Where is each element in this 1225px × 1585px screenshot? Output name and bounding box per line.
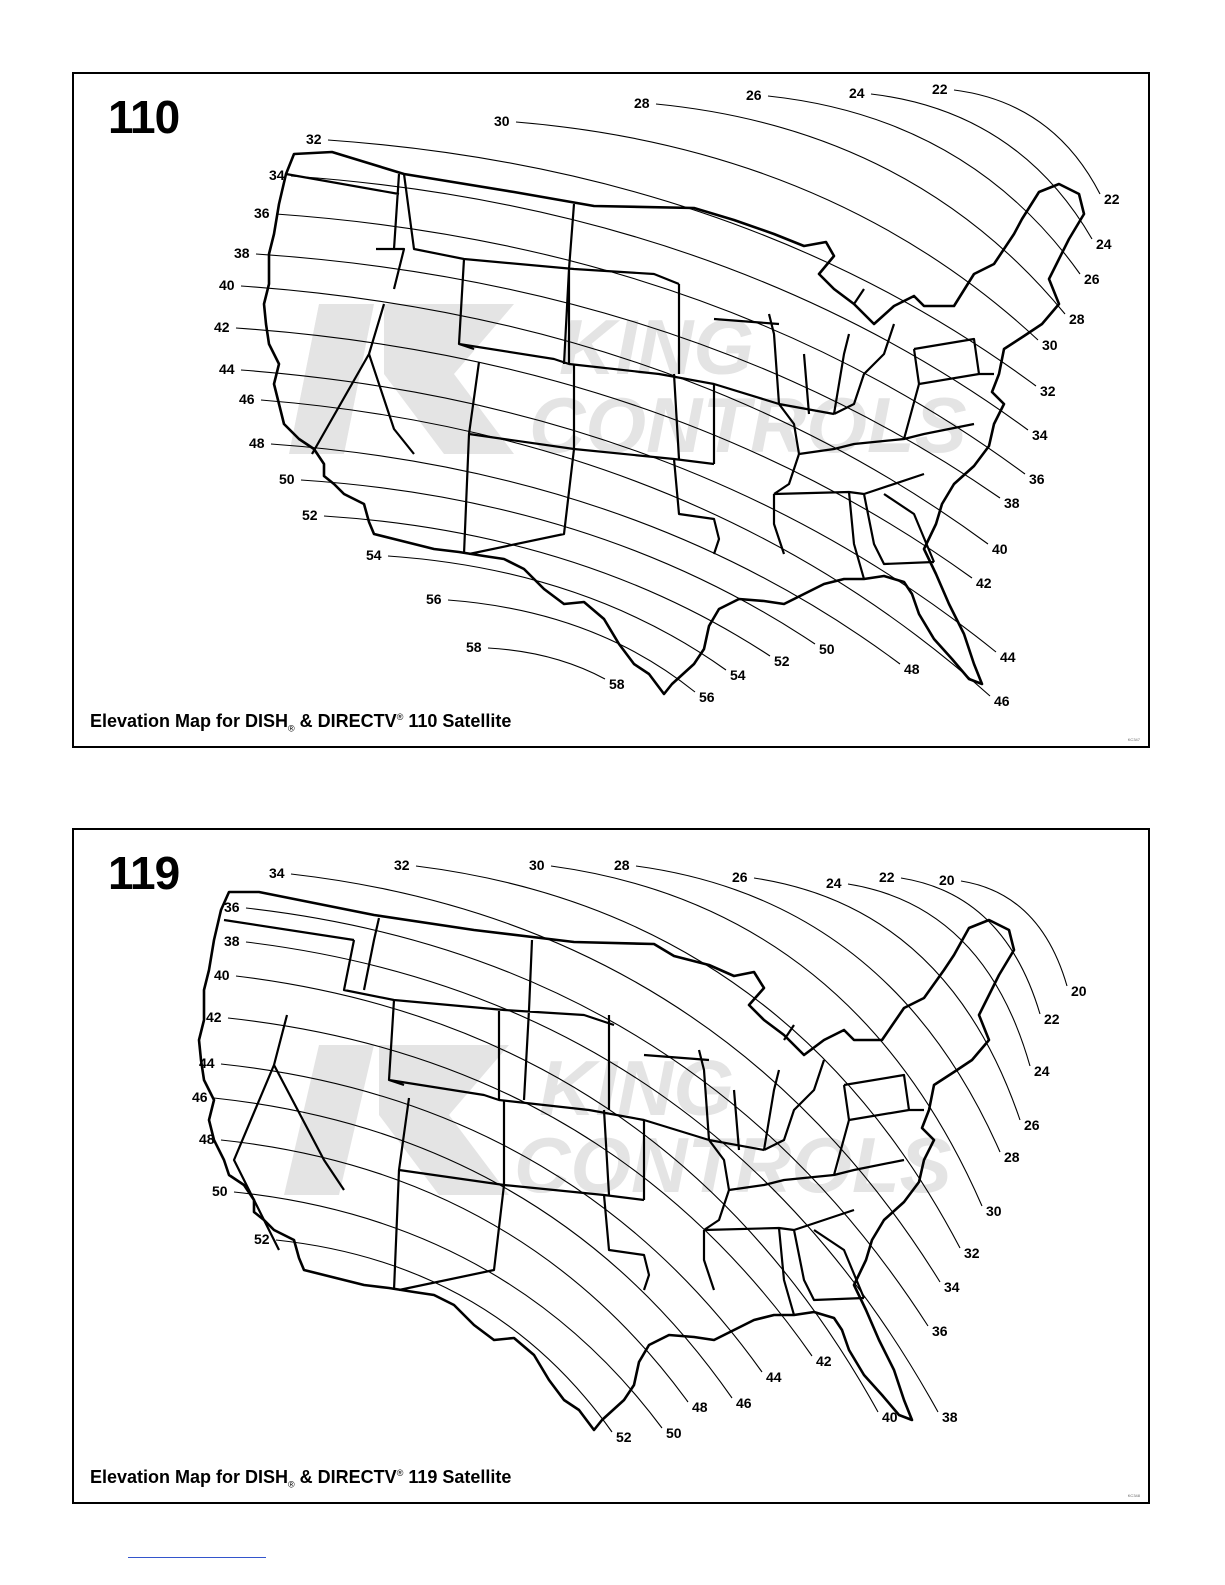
contour-label-right: 44 bbox=[1000, 649, 1016, 665]
figure-code: KC347 bbox=[1127, 737, 1140, 742]
satellite-number: 110 bbox=[108, 91, 180, 143]
contour-label-left: 50 bbox=[212, 1183, 228, 1199]
contour-label-left: 48 bbox=[199, 1131, 215, 1147]
contour-line bbox=[901, 878, 1040, 1014]
contour-label-left: 36 bbox=[224, 899, 240, 915]
contour-line bbox=[768, 96, 1080, 274]
contour-label-right: 44 bbox=[766, 1369, 782, 1385]
contour-label-left: 52 bbox=[254, 1231, 270, 1247]
watermark-line1: KING bbox=[539, 1044, 734, 1132]
contour-line bbox=[954, 90, 1100, 194]
contour-label-right: 32 bbox=[1040, 383, 1056, 399]
map-caption bbox=[90, 1467, 511, 1490]
caption-registered-mark: ® bbox=[288, 1480, 295, 1490]
contour-label-right: 38 bbox=[1004, 495, 1020, 511]
contour-label-right: 24 bbox=[1096, 236, 1112, 252]
caption-prefix: Elevation Map for DISH bbox=[90, 1467, 289, 1488]
caption-mid: & DIRECTV bbox=[294, 1467, 397, 1488]
contour-label-left: 30 bbox=[529, 857, 545, 873]
watermark bbox=[284, 1044, 952, 1209]
contour-line bbox=[234, 1192, 662, 1428]
watermark-line1: KING bbox=[559, 303, 754, 391]
figure-code: KC348 bbox=[1127, 1493, 1140, 1498]
contour-label-right: 24 bbox=[1034, 1063, 1050, 1079]
contour-label-left: 40 bbox=[219, 277, 235, 293]
contour-label-left: 28 bbox=[614, 857, 630, 873]
contour-label-left: 46 bbox=[239, 391, 255, 407]
watermark bbox=[289, 303, 967, 469]
contour-label-right: 50 bbox=[819, 641, 835, 657]
contour-label-left: 20 bbox=[939, 872, 955, 888]
contour-label-left: 26 bbox=[746, 87, 762, 103]
contour-line bbox=[488, 648, 605, 679]
watermark-line2: CONTROLS bbox=[514, 1121, 952, 1209]
contour-label-right: 26 bbox=[1084, 271, 1100, 287]
contour-label-left: 42 bbox=[206, 1009, 222, 1025]
contour-line bbox=[656, 104, 1065, 314]
contour-label-left: 48 bbox=[249, 435, 265, 451]
contour-label-left: 28 bbox=[634, 95, 650, 111]
contour-label-left: 24 bbox=[849, 85, 865, 101]
caption-registered-mark: ® bbox=[396, 712, 404, 723]
contour-line bbox=[961, 881, 1067, 986]
contour-label-left: 22 bbox=[879, 869, 895, 885]
elevation-map-110 bbox=[72, 72, 1150, 748]
contour-label-left: 56 bbox=[426, 591, 442, 607]
contour-label-right: 30 bbox=[1042, 337, 1058, 353]
contour-label-right: 38 bbox=[942, 1409, 958, 1425]
contour-label-right: 28 bbox=[1004, 1149, 1020, 1165]
contour-label-right: 58 bbox=[609, 676, 625, 692]
contour-label-right: 22 bbox=[1044, 1011, 1060, 1027]
contour-label-left: 32 bbox=[306, 131, 322, 147]
contour-label-left: 50 bbox=[279, 471, 295, 487]
contour-line bbox=[871, 94, 1092, 239]
contour-label-left: 36 bbox=[254, 205, 270, 221]
contour-label-right: 42 bbox=[816, 1353, 832, 1369]
contour-label-left: 26 bbox=[732, 869, 748, 885]
contour-line bbox=[388, 556, 726, 670]
contour-label-right: 46 bbox=[994, 693, 1010, 709]
contour-label-right: 40 bbox=[992, 541, 1008, 557]
contour-label-left: 42 bbox=[214, 319, 230, 335]
contour-label-left: 30 bbox=[494, 113, 510, 129]
contour-label-left: 46 bbox=[192, 1089, 208, 1105]
contour-label-right: 26 bbox=[1024, 1117, 1040, 1133]
watermark-line2: CONTROLS bbox=[529, 381, 967, 469]
contour-label-left: 52 bbox=[302, 507, 318, 523]
caption-mid: & DIRECTV bbox=[294, 711, 397, 732]
contour-label-right: 30 bbox=[986, 1203, 1002, 1219]
map-canvas-110 bbox=[74, 74, 1148, 746]
contour-label-left: 38 bbox=[234, 245, 250, 261]
footer-rule bbox=[128, 1557, 266, 1558]
map-caption bbox=[90, 711, 511, 734]
contour-line bbox=[448, 600, 695, 692]
contour-label-right: 20 bbox=[1071, 983, 1087, 999]
contour-label-left: 58 bbox=[466, 639, 482, 655]
contour-label-right: 52 bbox=[774, 653, 790, 669]
contour-label-right: 40 bbox=[882, 1409, 898, 1425]
contour-label-right: 34 bbox=[944, 1279, 960, 1295]
contour-label-right: 42 bbox=[976, 575, 992, 591]
contour-label-right: 56 bbox=[699, 689, 715, 705]
contour-label-right: 34 bbox=[1032, 427, 1048, 443]
contour-label-right: 54 bbox=[730, 667, 746, 683]
contour-label-right: 48 bbox=[692, 1399, 708, 1415]
contour-label-left: 40 bbox=[214, 967, 230, 983]
contour-label-left: 22 bbox=[932, 81, 948, 97]
caption-registered-mark: ® bbox=[288, 724, 295, 734]
map-canvas-119 bbox=[74, 830, 1148, 1502]
contour-label-right: 22 bbox=[1104, 191, 1120, 207]
caption-registered-mark: ® bbox=[396, 1468, 404, 1479]
contour-label-right: 52 bbox=[616, 1429, 632, 1445]
contour-line bbox=[276, 1240, 612, 1432]
caption-prefix: Elevation Map for DISH bbox=[90, 711, 289, 732]
caption-suffix: 119 Satellite bbox=[403, 1467, 512, 1488]
contour-label-right: 46 bbox=[736, 1395, 752, 1411]
contour-label-left: 38 bbox=[224, 933, 240, 949]
satellite-number: 119 bbox=[108, 847, 180, 899]
contour-label-left: 34 bbox=[269, 167, 285, 183]
contour-label-right: 32 bbox=[964, 1245, 980, 1261]
contour-label-right: 36 bbox=[1029, 471, 1045, 487]
contour-label-right: 50 bbox=[666, 1425, 682, 1441]
contour-label-right: 28 bbox=[1069, 311, 1085, 327]
contour-label-left: 44 bbox=[219, 361, 235, 377]
contour-label-left: 44 bbox=[199, 1055, 215, 1071]
elevation-map-119 bbox=[72, 828, 1150, 1504]
contour-label-left: 54 bbox=[366, 547, 382, 563]
contour-label-right: 48 bbox=[904, 661, 920, 677]
contour-line bbox=[754, 878, 1020, 1120]
contour-label-left: 34 bbox=[269, 865, 285, 881]
contour-label-right: 36 bbox=[932, 1323, 948, 1339]
contour-label-left: 24 bbox=[826, 875, 842, 891]
caption-suffix: 110 Satellite bbox=[403, 711, 512, 732]
contour-label-left: 32 bbox=[394, 857, 410, 873]
